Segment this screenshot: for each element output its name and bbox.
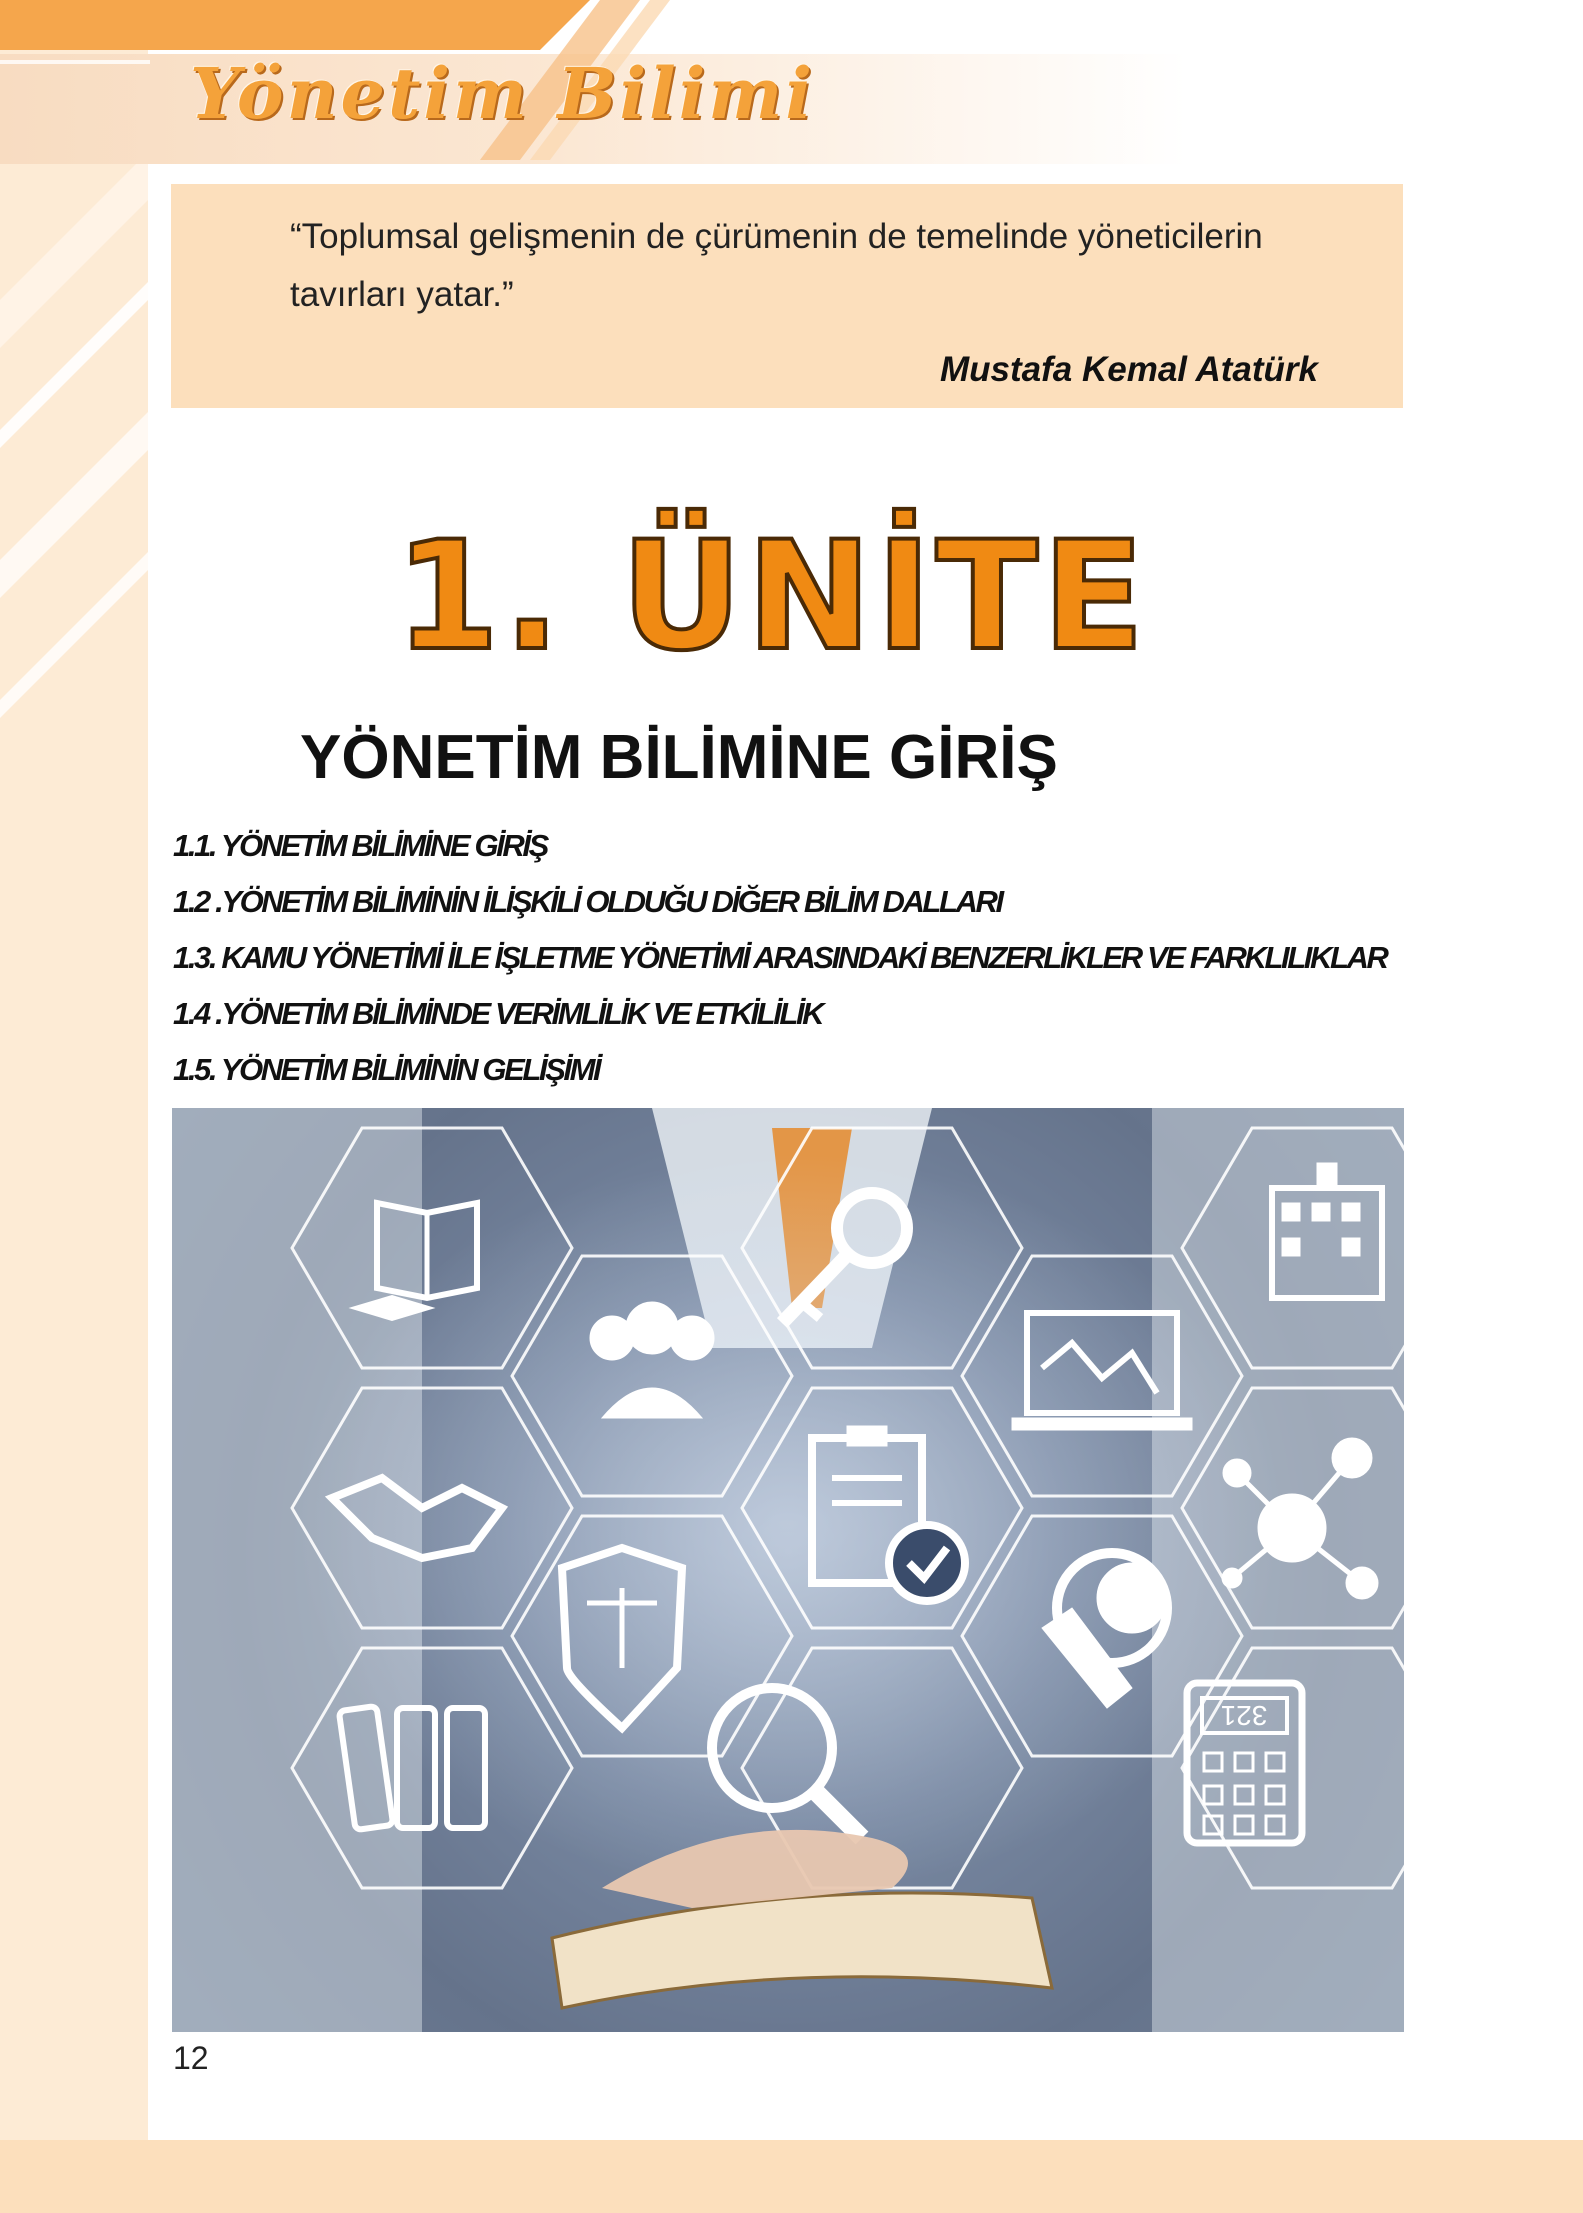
calculator-display-text: 321	[1220, 1700, 1268, 1731]
section-title: YÖNETİM BİLİMİNE GİRİŞ	[300, 723, 1058, 792]
table-of-contents	[173, 818, 1387, 1098]
quote-line-1: “Toplumsal gelişmenin de çürümenin de temelinde yöneticilerin	[290, 217, 1263, 256]
toc-item: 1.1. YÖNETİM BİLİMİNE GİRİŞ	[173, 828, 547, 863]
toc-item: 1.2 .YÖNETİM BİLİMİNİN İLİŞKİLİ OLDUĞU DİĞER BİLİM DALLARI	[173, 884, 1002, 919]
header-title: Yönetim Bilimi	[190, 52, 815, 135]
hexagon-icon-overlay	[172, 1108, 1404, 2032]
quote-author: Mustafa Kemal Atatürk	[940, 350, 1318, 389]
footer-bar	[0, 2140, 1583, 2213]
quote-text	[290, 208, 1395, 324]
quote-line-2: tavırları yatar.”	[290, 275, 514, 314]
toc-item: 1.4 .YÖNETİM BİLİMİNDE VERİMLİLİK VE ETKİLİLİK	[173, 996, 823, 1031]
management-icons-photo	[172, 1108, 1404, 2032]
page-number: 12	[173, 2040, 209, 2076]
toc-item: 1.5. YÖNETİM BİLİMİNİN GELİŞİMİ	[173, 1052, 600, 1087]
toc-item: 1.3. KAMU YÖNETİMİ İLE İŞLETME YÖNETİMİ ARASINDAKİ BENZERLİKLER VE FARKLILIKLAR	[173, 940, 1387, 975]
unit-title: 1. ÜNİTE	[395, 510, 1149, 684]
